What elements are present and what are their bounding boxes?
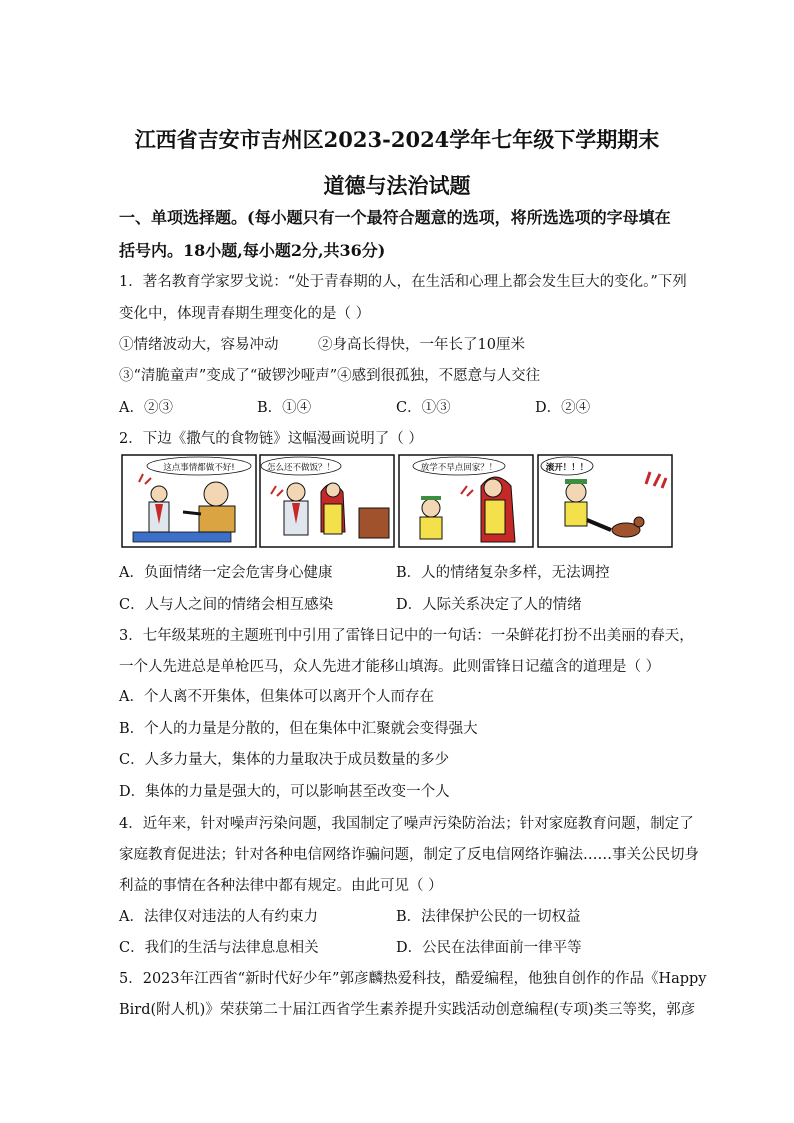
q3-option-c[interactable]: C．人多力量大，集体的力量取决于成员数量的多少	[119, 752, 450, 768]
comic-panel-3-speech: 放学不早点回家？！	[420, 463, 498, 473]
q4-option-a[interactable]: A．法律仅对违法的人有约束力	[119, 909, 318, 925]
section-heading-line2: 括号内。18小题,每小题2分,共36分)	[119, 241, 386, 260]
q3-option-b[interactable]: B．个人的力量是分散的，但在集体中汇聚就会变得强大	[119, 721, 478, 737]
q1-stem-line1: 1．著名教育学家罗戈说：“处于青春期的人，在生活和心理上都会发生巨大的变化。”下列	[119, 274, 687, 290]
comic-panel-2	[260, 455, 394, 547]
q1-stem-line2: 变化中，体现青春期生理变化的是（ ）	[119, 306, 371, 322]
section-heading-line1: 一、单项选择题。(每小题只有一个最符合题意的选项，将所选选项的字母填在	[119, 208, 671, 227]
q4-option-c[interactable]: C．我们的生活与法律息息相关	[119, 940, 319, 956]
q2-option-b[interactable]: B．人的情绪复杂多样，无法调控	[396, 565, 610, 581]
q1-item-1: ①情绪波动大，容易冲动	[119, 337, 279, 353]
q3-option-a[interactable]: A．个人离不开集体，但集体可以离开个人而存在	[119, 689, 434, 705]
q3-stem-line2: 一个人先进总是单枪匹马，众人先进才能移山填海。此则雷锋日记蕴含的道理是（ ）	[119, 659, 661, 675]
q4-stem-line1: 4．近年来，针对噪声污染问题，我国制定了噪声污染防治法；针对家庭教育问题，制定了	[119, 816, 694, 832]
q5-stem-line2: Bird(附人机)》荣获第二十届江西省学生素养提升实践活动创意编程(专项)类三等奖，郭彦	[119, 1002, 696, 1018]
q3-option-d[interactable]: D．集体的力量是强大的，可以影响甚至改变一个人	[119, 784, 450, 800]
q1-option-d[interactable]: D．②④	[535, 400, 591, 416]
comic-panel-2-speech: 怎么还不做饭？！	[266, 463, 336, 473]
comic-panel-1-speech: 这点事情都做不好!	[163, 463, 235, 473]
comic-panel-4-speech: 滚开！！！	[545, 463, 589, 473]
q4-stem-line3: 利益的事情在各种法律中都有规定。由此可见（ ）	[119, 878, 443, 894]
comic-strip	[121, 454, 673, 548]
q2-option-c[interactable]: C．人与人之间的情绪会相互感染	[119, 597, 334, 613]
exam-title-line1: 江西省吉安市吉州区2023-2024学年七年级下学期期末	[134, 127, 660, 152]
q5-stem-line1: 5．2023年江西省“新时代好少年”郭彦麟热爱科技，酷爱编程，他独自创作的作品《Happy	[119, 971, 707, 987]
exam-title-line2: 道德与法治试题	[323, 173, 471, 198]
comic-panel-4	[538, 455, 672, 547]
comic-panel-3	[399, 455, 533, 547]
q2-stem: 2．下边《撒气的食物链》这幅漫画说明了（ ）	[119, 431, 423, 447]
q4-stem-line2: 家庭教育促进法；针对各种电信网络诈骗问题，制定了反电信网络诈骗法……事关公民切身	[119, 847, 699, 863]
q2-option-d[interactable]: D．人际关系决定了人的情绪	[396, 597, 582, 613]
comic-panel-1	[122, 455, 256, 547]
q1-item-2: ②身高长得快，一年长了10厘米	[318, 337, 525, 353]
q4-option-d[interactable]: D．公民在法律面前一律平等	[396, 940, 582, 956]
q3-stem-line1: 3．七年级某班的主题班刊中引用了雷锋日记中的一句话：一朵鲜花打扮不出美丽的春天，	[119, 628, 694, 644]
q1-option-a[interactable]: A．②③	[119, 400, 173, 416]
q4-option-b[interactable]: B．法律保护公民的一切权益	[396, 909, 581, 925]
q1-option-c[interactable]: C．①③	[396, 400, 451, 416]
q1-item-3-4: ③“清脆童声”变成了“破锣沙哑声”④感到很孤独，不愿意与人交往	[119, 368, 541, 384]
q2-option-a[interactable]: A．负面情绪一定会危害身心健康	[119, 565, 333, 581]
q1-option-b[interactable]: B．①④	[257, 400, 312, 416]
